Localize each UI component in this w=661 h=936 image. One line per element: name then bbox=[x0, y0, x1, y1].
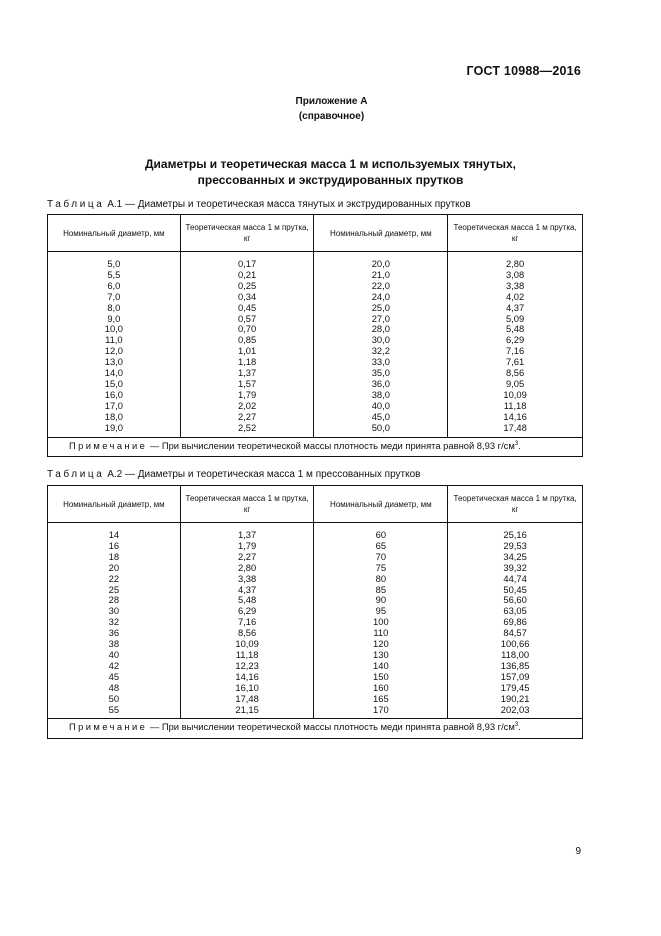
table-row bbox=[48, 563, 583, 574]
diameter-cell: 55 bbox=[48, 705, 181, 719]
mass-cell: 0,25 bbox=[180, 281, 314, 292]
table-row bbox=[48, 574, 583, 585]
appendix-title: Приложение А bbox=[295, 96, 368, 107]
mass-cell: 84,57 bbox=[448, 628, 583, 639]
mass-cell: 0,34 bbox=[180, 292, 314, 303]
mass-cell: 14,16 bbox=[180, 672, 314, 683]
diameter-cell: 60 bbox=[314, 523, 448, 541]
diameter-cell: 21,0 bbox=[314, 270, 448, 281]
table-row bbox=[48, 523, 583, 541]
mass-cell: 8,56 bbox=[180, 628, 314, 639]
mass-cell: 7,61 bbox=[448, 357, 583, 368]
mass-cell: 8,56 bbox=[448, 368, 583, 379]
diameter-cell: 65 bbox=[314, 541, 448, 552]
mass-cell: 12,23 bbox=[180, 661, 314, 672]
diameter-cell: 40 bbox=[48, 650, 181, 661]
mass-cell: 11,18 bbox=[180, 650, 314, 661]
diameter-cell: 170 bbox=[314, 705, 448, 719]
table-a1-note-label: Примечание bbox=[69, 439, 148, 451]
mass-cell: 16,10 bbox=[180, 683, 314, 694]
diameter-cell: 10,0 bbox=[48, 324, 181, 335]
mass-cell: 63,05 bbox=[448, 606, 583, 617]
diameter-cell: 5,5 bbox=[48, 270, 181, 281]
diameter-cell: 33,0 bbox=[314, 357, 448, 368]
table-row bbox=[48, 683, 583, 694]
table-a2-body bbox=[48, 523, 583, 719]
diameter-cell: 80 bbox=[314, 574, 448, 585]
table-row bbox=[48, 585, 583, 596]
diameter-cell: 150 bbox=[314, 672, 448, 683]
table-row bbox=[48, 705, 583, 719]
diameter-cell: 35,0 bbox=[314, 368, 448, 379]
mass-cell: 190,21 bbox=[448, 694, 583, 705]
table-a2-caption-label: Таблица bbox=[47, 469, 105, 480]
mass-cell: 29,53 bbox=[448, 541, 583, 552]
table-a1-header-mass-1: Теоретическая масса 1 м прутка, кг bbox=[180, 215, 314, 252]
diameter-cell: 160 bbox=[314, 683, 448, 694]
mass-cell: 2,02 bbox=[180, 401, 314, 412]
diameter-cell: 25,0 bbox=[314, 303, 448, 314]
mass-cell: 3,38 bbox=[448, 281, 583, 292]
mass-cell: 50,45 bbox=[448, 585, 583, 596]
mass-cell: 1,79 bbox=[180, 390, 314, 401]
diameter-cell: 22 bbox=[48, 574, 181, 585]
mass-cell: 157,09 bbox=[448, 672, 583, 683]
table-a1 bbox=[47, 214, 583, 457]
table-row bbox=[48, 368, 583, 379]
diameter-cell: 22,0 bbox=[314, 281, 448, 292]
mass-cell: 0,45 bbox=[180, 303, 314, 314]
table-row bbox=[48, 324, 583, 335]
diameter-cell: 100 bbox=[314, 617, 448, 628]
diameter-cell: 30 bbox=[48, 606, 181, 617]
table-row bbox=[48, 541, 583, 552]
table-a2-header-mass-2: Теоретическая масса 1 м прутка, кг bbox=[448, 486, 583, 523]
mass-cell: 118,00 bbox=[448, 650, 583, 661]
diameter-cell: 14,0 bbox=[48, 368, 181, 379]
mass-cell: 56,60 bbox=[448, 595, 583, 606]
table-row bbox=[48, 552, 583, 563]
table-a1-note-text: — При вычислении теоретической массы плотность меди принята равной 8,93 г/см bbox=[147, 439, 515, 451]
diameter-cell: 20,0 bbox=[314, 252, 448, 270]
table-a2-header-mass-1: Теоретическая масса 1 м прутка, кг bbox=[180, 486, 314, 523]
diameter-cell: 48 bbox=[48, 683, 181, 694]
diameter-cell: 5,0 bbox=[48, 252, 181, 270]
diameter-cell: 32 bbox=[48, 617, 181, 628]
appendix-subtitle: (справочное) bbox=[298, 111, 365, 122]
table-a1-header-mass-2: Теоретическая масса 1 м прутка, кг bbox=[448, 215, 583, 252]
diameter-cell: 90 bbox=[314, 595, 448, 606]
diameter-cell: 27,0 bbox=[314, 314, 448, 325]
diameter-cell: 120 bbox=[314, 639, 448, 650]
diameter-cell: 18,0 bbox=[48, 412, 181, 423]
mass-cell: 1,37 bbox=[180, 368, 314, 379]
table-a1-header-diameter-1: Номинальный диаметр, мм bbox=[48, 215, 181, 252]
mass-cell: 11,18 bbox=[448, 401, 583, 412]
diameter-cell: 85 bbox=[314, 585, 448, 596]
table-row bbox=[48, 303, 583, 314]
diameter-cell: 32,2 bbox=[314, 346, 448, 357]
mass-cell: 2,27 bbox=[180, 552, 314, 563]
table-a2-note-sup: 3 bbox=[514, 722, 519, 729]
diameter-cell: 7,0 bbox=[48, 292, 181, 303]
mass-cell: 4,37 bbox=[180, 585, 314, 596]
standard-code: ГОСТ 10988—2016 bbox=[466, 64, 581, 78]
mass-cell: 21,15 bbox=[180, 705, 314, 719]
table-a1-caption bbox=[47, 199, 471, 210]
diameter-cell: 50,0 bbox=[314, 423, 448, 437]
mass-cell: 1,18 bbox=[180, 357, 314, 368]
mass-cell: 2,27 bbox=[180, 412, 314, 423]
table-row bbox=[48, 252, 583, 270]
mass-cell: 10,09 bbox=[448, 390, 583, 401]
diameter-cell: 38 bbox=[48, 639, 181, 650]
section-title-line-1: Диаметры и теоретическая масса 1 м используемых тянутых, bbox=[145, 157, 516, 171]
table-row bbox=[48, 595, 583, 606]
diameter-cell: 6,0 bbox=[48, 281, 181, 292]
mass-cell: 14,16 bbox=[448, 412, 583, 423]
table-a1-header-diameter-2: Номинальный диаметр, мм bbox=[314, 215, 448, 252]
table-row bbox=[48, 292, 583, 303]
mass-cell: 25,16 bbox=[448, 523, 583, 541]
mass-cell: 7,16 bbox=[180, 617, 314, 628]
mass-cell: 2,52 bbox=[180, 423, 314, 437]
diameter-cell: 8,0 bbox=[48, 303, 181, 314]
mass-cell: 10,09 bbox=[180, 639, 314, 650]
mass-cell: 4,37 bbox=[448, 303, 583, 314]
mass-cell: 17,48 bbox=[180, 694, 314, 705]
table-row bbox=[48, 335, 583, 346]
table-row bbox=[48, 346, 583, 357]
diameter-cell: 40,0 bbox=[314, 401, 448, 412]
table-a1-caption-label: Таблица bbox=[47, 199, 105, 210]
table-a2-note-end: . bbox=[518, 721, 521, 733]
diameter-cell: 11,0 bbox=[48, 335, 181, 346]
section-title-line-2: прессованных и экструдированных прутков bbox=[197, 173, 464, 187]
table-row bbox=[48, 357, 583, 368]
appendix-heading bbox=[0, 94, 661, 124]
table-a2-caption bbox=[47, 469, 421, 480]
mass-cell: 202,03 bbox=[448, 705, 583, 719]
page-number: 9 bbox=[575, 846, 581, 857]
mass-cell: 1,57 bbox=[180, 379, 314, 390]
mass-cell: 0,85 bbox=[180, 335, 314, 346]
mass-cell: 69,86 bbox=[448, 617, 583, 628]
mass-cell: 7,16 bbox=[448, 346, 583, 357]
diameter-cell: 36,0 bbox=[314, 379, 448, 390]
diameter-cell: 16,0 bbox=[48, 390, 181, 401]
mass-cell: 3,08 bbox=[448, 270, 583, 281]
mass-cell: 100,66 bbox=[448, 639, 583, 650]
diameter-cell: 24,0 bbox=[314, 292, 448, 303]
diameter-cell: 25 bbox=[48, 585, 181, 596]
diameter-cell: 110 bbox=[314, 628, 448, 639]
table-a1-note-sup: 3 bbox=[514, 440, 519, 447]
mass-cell: 5,09 bbox=[448, 314, 583, 325]
diameter-cell: 45,0 bbox=[314, 412, 448, 423]
mass-cell: 179,45 bbox=[448, 683, 583, 694]
diameter-cell: 28 bbox=[48, 595, 181, 606]
diameter-cell: 15,0 bbox=[48, 379, 181, 390]
diameter-cell: 70 bbox=[314, 552, 448, 563]
mass-cell: 6,29 bbox=[180, 606, 314, 617]
table-a2-note-text: — При вычислении теоретической массы плотность меди принята равной 8,93 г/см bbox=[147, 721, 515, 733]
table-a2-note-label: Примечание bbox=[69, 721, 148, 733]
diameter-cell: 13,0 bbox=[48, 357, 181, 368]
mass-cell: 9,05 bbox=[448, 379, 583, 390]
mass-cell: 17,48 bbox=[448, 423, 583, 437]
table-row bbox=[48, 401, 583, 412]
table-a2-header-diameter-1: Номинальный диаметр, мм bbox=[48, 486, 181, 523]
mass-cell: 0,57 bbox=[180, 314, 314, 325]
section-title bbox=[0, 156, 661, 188]
diameter-cell: 36 bbox=[48, 628, 181, 639]
table-a2-header-diameter-2: Номинальный диаметр, мм bbox=[314, 486, 448, 523]
table-row bbox=[48, 694, 583, 705]
diameter-cell: 19,0 bbox=[48, 423, 181, 437]
table-row bbox=[48, 314, 583, 325]
mass-cell: 0,21 bbox=[180, 270, 314, 281]
diameter-cell: 28,0 bbox=[314, 324, 448, 335]
diameter-cell: 42 bbox=[48, 661, 181, 672]
table-a1-caption-text: А.1 — Диаметры и теоретическая масса тянутых и экструдированных прутков bbox=[104, 199, 471, 210]
mass-cell: 2,80 bbox=[448, 252, 583, 270]
table-row bbox=[48, 617, 583, 628]
mass-cell: 5,48 bbox=[448, 324, 583, 335]
mass-cell: 0,70 bbox=[180, 324, 314, 335]
table-a1-body bbox=[48, 252, 583, 438]
table-row bbox=[48, 379, 583, 390]
mass-cell: 6,29 bbox=[448, 335, 583, 346]
mass-cell: 3,38 bbox=[180, 574, 314, 585]
table-row bbox=[48, 412, 583, 423]
diameter-cell: 20 bbox=[48, 563, 181, 574]
table-row bbox=[48, 281, 583, 292]
diameter-cell: 9,0 bbox=[48, 314, 181, 325]
diameter-cell: 16 bbox=[48, 541, 181, 552]
diameter-cell: 30,0 bbox=[314, 335, 448, 346]
diameter-cell: 165 bbox=[314, 694, 448, 705]
table-row bbox=[48, 423, 583, 437]
mass-cell: 5,48 bbox=[180, 595, 314, 606]
diameter-cell: 130 bbox=[314, 650, 448, 661]
diameter-cell: 12,0 bbox=[48, 346, 181, 357]
mass-cell: 136,85 bbox=[448, 661, 583, 672]
table-a2-note bbox=[48, 719, 583, 739]
mass-cell: 4,02 bbox=[448, 292, 583, 303]
mass-cell: 39,32 bbox=[448, 563, 583, 574]
table-row bbox=[48, 270, 583, 281]
diameter-cell: 14 bbox=[48, 523, 181, 541]
diameter-cell: 17,0 bbox=[48, 401, 181, 412]
table-row bbox=[48, 606, 583, 617]
mass-cell: 1,37 bbox=[180, 523, 314, 541]
diameter-cell: 50 bbox=[48, 694, 181, 705]
diameter-cell: 75 bbox=[314, 563, 448, 574]
mass-cell: 2,80 bbox=[180, 563, 314, 574]
mass-cell: 44,74 bbox=[448, 574, 583, 585]
table-row bbox=[48, 390, 583, 401]
diameter-cell: 140 bbox=[314, 661, 448, 672]
table-a1-note bbox=[48, 437, 583, 457]
mass-cell: 0,17 bbox=[180, 252, 314, 270]
table-a1-note-end: . bbox=[518, 439, 521, 451]
diameter-cell: 38,0 bbox=[314, 390, 448, 401]
diameter-cell: 18 bbox=[48, 552, 181, 563]
mass-cell: 34,25 bbox=[448, 552, 583, 563]
mass-cell: 1,79 bbox=[180, 541, 314, 552]
mass-cell: 1,01 bbox=[180, 346, 314, 357]
table-a2-caption-text: А.2 — Диаметры и теоретическая масса 1 м прессованных прутков bbox=[104, 469, 421, 480]
table-a2 bbox=[47, 485, 583, 739]
diameter-cell: 95 bbox=[314, 606, 448, 617]
diameter-cell: 45 bbox=[48, 672, 181, 683]
